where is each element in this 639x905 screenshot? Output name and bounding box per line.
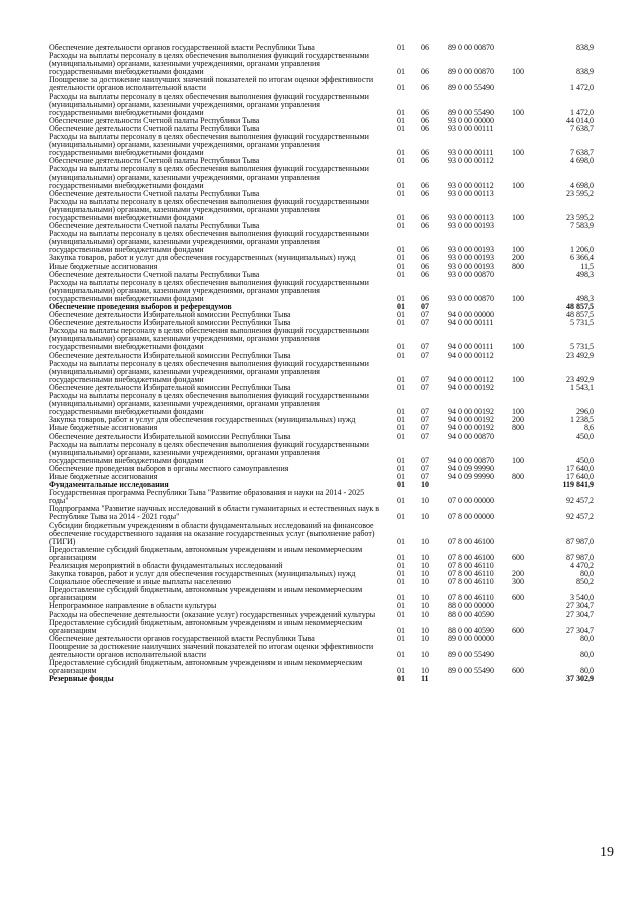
subsection-code: 10: [421, 496, 429, 506]
target-article-code: 94 0 09 99990: [448, 463, 494, 473]
expense-type-code: 100: [512, 455, 524, 465]
amount-value: 1 543,1: [570, 382, 594, 392]
amount-value: 23 595,2: [566, 212, 594, 222]
table-row: [49, 165, 594, 189]
section-code: 01: [397, 666, 405, 676]
amount-value: 7 583,9: [570, 221, 594, 231]
target-article-code: 94 0 00 00192: [448, 415, 494, 425]
row-description: Предоставление субсидий бюджетным, автономным учреждениям и иным некоммерческим организациям: [49, 544, 363, 562]
row-description: Обеспечение деятельности Счетной палаты Республики Тыва: [49, 123, 260, 133]
table-row: [49, 643, 594, 659]
row-description: Поощрение за достижение наилучших значений показателей по итогам оценки эффективности деятельности органов исполнительной власти: [49, 641, 374, 660]
row-description: Расходы на выплаты персоналу в целях обеспечения выполнения функций государственными (муниципальными) органами, казенными учреждениями, органами управления государственными внебюджетными фондами: [49, 164, 369, 190]
row-description: Социальное обеспечение и иные выплаты населению: [49, 577, 232, 587]
amount-value: 92 457,2: [566, 512, 594, 522]
row-description: Обеспечение проведения выборов в органы местного самоуправления: [49, 463, 289, 473]
row-description: Обеспечение деятельности Счетной палаты Республики Тыва: [49, 156, 260, 166]
target-article-code: 94 0 00 00112: [448, 350, 494, 360]
target-article-code: 89 0 00 00870: [448, 43, 494, 52]
row-description: Закупка товаров, работ и услуг для обеспечения государственных (муниципальных) нужд: [49, 569, 356, 579]
target-article-code: 89 0 00 00000: [448, 633, 494, 643]
subsection-code: 10: [421, 552, 429, 562]
target-article-code: 88 0 00 00000: [448, 601, 494, 611]
expense-type-code: 200: [512, 253, 524, 263]
section-code: 01: [397, 415, 405, 425]
subsection-code: 07: [421, 302, 429, 311]
section-code: 01: [397, 67, 405, 77]
row-description: Обеспечение деятельности Счетной палаты Республики Тыва: [49, 221, 260, 231]
subsection-code: 06: [421, 180, 429, 190]
amount-value: 296,0: [576, 407, 594, 417]
table-row: [49, 133, 594, 157]
table-row: [49, 93, 594, 117]
target-article-code: 88 0 00 40590: [448, 625, 494, 635]
target-article-code: 88 0 00 40590: [448, 609, 494, 619]
target-article-code: 93 0 00 00193: [448, 245, 494, 255]
row-description: Иные бюджетные ассигнования: [49, 471, 158, 481]
target-article-code: 94 0 09 99990: [448, 471, 494, 481]
table-row: [49, 546, 594, 562]
amount-value: 838,9: [576, 67, 594, 77]
section-code: 01: [397, 423, 405, 433]
subsection-code: 06: [421, 123, 429, 133]
amount-value: 87 987,0: [566, 536, 594, 546]
row-description: Расходы на выплаты персоналу в целях обеспечения выполнения функций государственными (муниципальными) органами, казенными учреждениями, органами управления государственными внебюджетными фондами: [49, 326, 369, 352]
target-article-code: 93 0 00 00000: [448, 115, 494, 125]
row-description: Обеспечение деятельности Избирательной комиссии Республики Тыва: [49, 382, 291, 392]
row-description: Расходы на выплаты персоналу в целях обеспечения выполнения функций государственными (муниципальными) органами, казенными учреждениями, органами управления государственными внебюджетными фондами: [49, 277, 369, 303]
row-description: Обеспечение деятельности Избирательной комиссии Республики Тыва: [49, 350, 291, 360]
subsection-code: 10: [421, 577, 429, 587]
amount-value: 3 540,0: [570, 593, 594, 603]
row-description: Обеспечение деятельности органов государственной власти Республики Тыва: [49, 633, 315, 643]
row-description: Расходы на выплаты персоналу в целях обеспечения выполнения функций государственными (муниципальными) органами, казенными учреждениями, органами управления государственными внебюджетными фондами: [49, 439, 369, 465]
row-description: Иные бюджетные ассигнования: [49, 261, 158, 271]
row-description: Предоставление субсидий бюджетным, автономным учреждениям и иным некоммерческим организациям: [49, 585, 363, 603]
section-code: 01: [397, 577, 405, 587]
row-description: Обеспечение деятельности Избирательной комиссии Республики Тыва: [49, 431, 291, 441]
budget-table: [49, 44, 594, 683]
amount-value: 92 457,2: [566, 496, 594, 506]
section-code: 01: [397, 212, 405, 222]
table-row: [49, 392, 594, 416]
target-article-code: 94 0 00 00111: [448, 342, 494, 352]
row-description: Предоставление субсидий бюджетным, автономным учреждениям и иным некоммерческим организациям: [49, 617, 363, 635]
row-description: Расходы на обеспечение деятельности (оказание услуг) государственных учреждений культуры: [49, 609, 376, 619]
target-article-code: 07 8 00 46110: [448, 569, 494, 579]
table-row: [49, 675, 594, 683]
amount-value: 850,2: [576, 577, 594, 587]
expense-type-code: 100: [512, 180, 524, 190]
amount-value: 37 302,9: [566, 674, 594, 684]
row-description: Расходы на выплаты персоналу в целях обеспечения выполнения функций государственными (муниципальными) органами, казенными учреждениями, органами управления государственными внебюджетными фондами: [49, 91, 369, 117]
amount-value: 838,9: [576, 43, 594, 52]
section-code: 01: [397, 310, 405, 320]
row-description: Поощрение за достижение наилучших значений показателей по итогам оценки эффективности деятельности органов исполнительной власти: [49, 75, 374, 93]
section-code: 01: [397, 83, 405, 93]
row-description: Обеспечение проведения выборов и референдумов: [49, 302, 232, 311]
target-article-code: 93 0 00 00113: [448, 188, 494, 198]
target-article-code: 94 0 00 00192: [448, 423, 494, 433]
amount-value: 27 304,7: [566, 609, 594, 619]
subsection-code: 06: [421, 269, 429, 279]
subsection-code: 07: [421, 431, 429, 441]
section-code: 01: [397, 382, 405, 392]
section-code: 01: [397, 221, 405, 231]
subsection-code: 10: [421, 633, 429, 643]
table-row: [49, 441, 594, 465]
row-description: Субсидии бюджетным учреждениям в области фундаментальных исследований на финансовое обеспечение государственного задания на оказание государственных услуг (выполнение работ) (ТИГИ): [49, 520, 375, 546]
section-code: 01: [397, 180, 405, 190]
section-code: 01: [397, 496, 405, 506]
amount-value: 5 731,5: [570, 318, 594, 328]
target-article-code: 94 0 00 00192: [448, 407, 494, 417]
section-code: 01: [397, 318, 405, 328]
section-code: 01: [397, 463, 405, 473]
target-article-code: 94 0 00 00112: [448, 374, 494, 384]
subsection-code: 06: [421, 67, 429, 77]
section-code: 01: [397, 350, 405, 360]
row-description: Закупка товаров, работ и услуг для обеспечения государственных (муниципальных) нужд: [49, 253, 356, 263]
target-article-code: 93 0 00 00193: [448, 253, 494, 263]
amount-value: 498,3: [576, 269, 594, 279]
table-row: [49, 586, 594, 602]
target-article-code: 93 0 00 00870: [448, 269, 494, 279]
expense-type-code: 800: [512, 423, 524, 433]
section-code: 01: [397, 269, 405, 279]
subsection-code: 07: [421, 407, 429, 417]
subsection-code: 06: [421, 261, 429, 271]
amount-value: 498,3: [576, 293, 594, 303]
target-article-code: 93 0 00 00112: [448, 180, 494, 190]
amount-value: 4 698,0: [570, 180, 594, 190]
row-description: Расходы на выплаты персоналу в целях обеспечения выполнения функций государственными (муниципальными) органами, казенными учреждениями, органами управления государственными внебюджетными фондами: [49, 51, 369, 77]
subsection-code: 10: [421, 480, 429, 490]
row-description: Расходы на выплаты персоналу в целях обеспечения выполнения функций государственными (муниципальными) органами, казенными учреждениями, органами управления государственными внебюджетными фондами: [49, 391, 369, 417]
target-article-code: 07 8 00 46110: [448, 577, 494, 587]
section-code: 01: [397, 431, 405, 441]
subsection-code: 10: [421, 569, 429, 579]
amount-value: 27 304,7: [566, 625, 594, 635]
row-description: Обеспечение деятельности органов государственной власти Республики Тыва: [49, 43, 315, 52]
subsection-code: 06: [421, 245, 429, 255]
subsection-code: 10: [421, 536, 429, 546]
row-description: Обеспечение деятельности Счетной палаты Республики Тыва: [49, 188, 260, 198]
amount-value: 17 640,0: [566, 463, 594, 473]
section-code: 01: [397, 188, 405, 198]
expense-type-code: 100: [512, 374, 524, 384]
row-description: Реализация мероприятий в области фундаментальных исследований: [49, 561, 283, 570]
section-code: 01: [397, 123, 405, 133]
amount-value: 23 492,9: [566, 374, 594, 384]
section-code: 01: [397, 261, 405, 271]
amount-value: 80,0: [580, 569, 594, 579]
expense-type-code: 200: [512, 569, 524, 579]
section-code: 01: [397, 293, 405, 303]
subsection-code: 10: [421, 601, 429, 611]
subsection-code: 10: [421, 666, 429, 676]
amount-value: 87 987,0: [566, 552, 594, 562]
expense-type-code: 600: [512, 552, 524, 562]
table-row: [49, 505, 594, 521]
section-code: 01: [397, 471, 405, 481]
amount-value: 17 640,0: [566, 471, 594, 481]
section-code: 01: [397, 115, 405, 125]
target-article-code: 93 0 00 00870: [448, 293, 494, 303]
subsection-code: 07: [421, 318, 429, 328]
target-article-code: 89 0 00 55490: [448, 666, 494, 676]
target-article-code: 94 0 00 00870: [448, 431, 494, 441]
subsection-code: 07: [421, 310, 429, 320]
row-description: Государственная программа Республики Тыва "Развитие образования и науки на 2014 - 2025 годы": [49, 488, 365, 506]
target-article-code: 94 0 00 00000: [448, 310, 494, 320]
subsection-code: 06: [421, 221, 429, 231]
section-code: 01: [397, 601, 405, 611]
amount-value: 450,0: [576, 431, 594, 441]
expense-type-code: 200: [512, 415, 524, 425]
target-article-code: 94 0 00 00111: [448, 318, 494, 328]
target-article-code: 07 8 00 46110: [448, 561, 494, 570]
row-description: Подпрограмма "Развитие научных исследований в области гуманитарных и естественных наук в Республике Тыва на 2014 - 2021 годы": [49, 504, 380, 522]
subsection-code: 10: [421, 512, 429, 522]
section-code: 01: [397, 480, 405, 490]
expense-type-code: 100: [512, 293, 524, 303]
row-description: Иные бюджетные ассигнования: [49, 423, 158, 433]
expense-type-code: 800: [512, 471, 524, 481]
table-row: [49, 327, 594, 351]
amount-value: 4 698,0: [570, 156, 594, 166]
amount-value: 4 470,2: [570, 561, 594, 570]
amount-value: 1 238,5: [570, 415, 594, 425]
subsection-code: 07: [421, 463, 429, 473]
target-article-code: 93 0 00 00111: [448, 148, 494, 158]
expense-type-code: 100: [512, 107, 524, 117]
target-article-code: 89 0 00 55490: [448, 83, 494, 93]
amount-value: 450,0: [576, 455, 594, 465]
table-row: [49, 198, 594, 222]
row-description: Резервные фонды: [49, 674, 114, 684]
target-article-code: 93 0 00 00193: [448, 261, 494, 271]
subsection-code: 06: [421, 115, 429, 125]
subsection-code: 06: [421, 43, 429, 52]
section-code: 01: [397, 674, 405, 684]
amount-value: 1 472,0: [570, 83, 594, 93]
subsection-code: 06: [421, 83, 429, 93]
subsection-code: 06: [421, 293, 429, 303]
target-article-code: 07 8 00 46110: [448, 593, 494, 603]
row-description: Закупка товаров, работ и услуг для обеспечения государственных (муниципальных) нужд: [49, 415, 356, 425]
amount-value: 7 638,7: [570, 148, 594, 158]
subsection-code: 06: [421, 188, 429, 198]
row-description: Обеспечение деятельности Счетной палаты Республики Тыва: [49, 115, 260, 125]
row-description: Расходы на выплаты персоналу в целях обеспечения выполнения функций государственными (муниципальными) органами, казенными учреждениями, органами управления государственными внебюджетными фондами: [49, 196, 369, 222]
subsection-code: 06: [421, 107, 429, 117]
subsection-code: 07: [421, 350, 429, 360]
expense-type-code: 800: [512, 261, 524, 271]
subsection-code: 07: [421, 455, 429, 465]
amount-value: 80,0: [580, 666, 594, 676]
row-description: Расходы на выплаты персоналу в целях обеспечения выполнения функций государственными (муниципальными) органами, казенными учреждениями, органами управления государственными внебюджетными фондами: [49, 132, 369, 158]
section-code: 01: [397, 593, 405, 603]
table-row: [49, 522, 594, 546]
expense-type-code: 100: [512, 148, 524, 158]
section-code: 01: [397, 156, 405, 166]
table-row: [49, 489, 594, 505]
row-description: Расходы на выплаты персоналу в целях обеспечения выполнения функций государственными (муниципальными) органами, казенными учреждениями, органами управления государственными внебюджетными фондами: [49, 358, 369, 384]
subsection-code: 06: [421, 253, 429, 263]
expense-type-code: 100: [512, 407, 524, 417]
section-code: 01: [397, 107, 405, 117]
target-article-code: 07 8 00 46100: [448, 552, 494, 562]
target-article-code: 07 8 00 00000: [448, 512, 494, 522]
section-code: 01: [397, 552, 405, 562]
expense-type-code: 600: [512, 625, 524, 635]
subsection-code: 10: [421, 593, 429, 603]
amount-value: 48 857,5: [566, 310, 594, 320]
section-code: 01: [397, 650, 405, 660]
amount-value: 1 472,0: [570, 107, 594, 117]
subsection-code: 07: [421, 415, 429, 425]
target-article-code: 93 0 00 00113: [448, 212, 494, 222]
amount-value: 44 014,0: [566, 115, 594, 125]
subsection-code: 06: [421, 156, 429, 166]
amount-value: 119 841,9: [562, 480, 594, 490]
target-article-code: 89 0 00 55490: [448, 107, 494, 117]
expense-type-code: 100: [512, 212, 524, 222]
row-description: Фундаментальные исследования: [49, 480, 169, 490]
subsection-code: 07: [421, 382, 429, 392]
table-row: [49, 52, 594, 76]
amount-value: 23 595,2: [566, 188, 594, 198]
subsection-code: 10: [421, 650, 429, 660]
row-description: Предоставление субсидий бюджетным, автономным учреждениям и иным некоммерческим организациям: [49, 658, 363, 676]
subsection-code: 07: [421, 374, 429, 384]
section-code: 01: [397, 374, 405, 384]
section-code: 01: [397, 43, 405, 52]
table-row: [49, 279, 594, 303]
row-description: Расходы на выплаты персоналу в целях обеспечения выполнения функций государственными (муниципальными) органами, казенными учреждениями, органами управления государственными внебюджетными фондами: [49, 229, 369, 255]
section-code: 01: [397, 569, 405, 579]
expense-type-code: 100: [512, 245, 524, 255]
section-code: 01: [397, 536, 405, 546]
target-article-code: 89 0 00 00870: [448, 67, 494, 77]
amount-value: 80,0: [580, 650, 594, 660]
subsection-code: 07: [421, 423, 429, 433]
section-code: 01: [397, 561, 405, 570]
amount-value: 8,6: [584, 423, 594, 433]
target-article-code: 07 8 00 46100: [448, 536, 494, 546]
target-article-code: 93 0 00 00193: [448, 221, 494, 231]
row-description: Обеспечение деятельности Избирательной комиссии Республики Тыва: [49, 310, 291, 320]
section-code: 01: [397, 455, 405, 465]
subsection-code: 07: [421, 471, 429, 481]
amount-value: 23 492,9: [566, 350, 594, 360]
section-code: 01: [397, 148, 405, 158]
page-number: 19: [600, 845, 614, 860]
amount-value: 11,5: [580, 261, 594, 271]
section-code: 01: [397, 407, 405, 417]
table-row: [49, 619, 594, 635]
amount-value: 1 206,0: [570, 245, 594, 255]
target-article-code: 93 0 00 00112: [448, 156, 494, 166]
table-row: [49, 76, 594, 92]
table-row: [49, 230, 594, 254]
subsection-code: 06: [421, 148, 429, 158]
section-code: 01: [397, 245, 405, 255]
amount-value: 80,0: [580, 633, 594, 643]
subsection-code: 10: [421, 625, 429, 635]
section-code: 01: [397, 609, 405, 619]
section-code: 01: [397, 302, 405, 311]
subsection-code: 10: [421, 561, 429, 570]
section-code: 01: [397, 342, 405, 352]
amount-value: 6 366,4: [570, 253, 594, 263]
section-code: 01: [397, 633, 405, 643]
row-description: Обеспечение деятельности Избирательной комиссии Республики Тыва: [49, 318, 291, 328]
target-article-code: 89 0 00 55490: [448, 650, 494, 660]
expense-type-code: 100: [512, 67, 524, 77]
subsection-code: 10: [421, 609, 429, 619]
section-code: 01: [397, 253, 405, 263]
section-code: 01: [397, 625, 405, 635]
target-article-code: 94 0 00 00192: [448, 382, 494, 392]
subsection-code: 06: [421, 212, 429, 222]
expense-type-code: 600: [512, 593, 524, 603]
target-article-code: 93 0 00 00111: [448, 123, 494, 133]
subsection-code: 11: [421, 674, 429, 684]
expense-type-code: 600: [512, 666, 524, 676]
amount-value: 27 304,7: [566, 601, 594, 611]
section-code: 01: [397, 512, 405, 522]
subsection-code: 07: [421, 342, 429, 352]
amount-value: 5 731,5: [570, 342, 594, 352]
amount-value: 7 638,7: [570, 123, 594, 133]
row-description: Непрограммное направление в области культуры: [49, 601, 217, 611]
row-description: Обеспечение деятельности Счетной палаты Республики Тыва: [49, 269, 260, 279]
target-article-code: 94 0 00 00870: [448, 455, 494, 465]
amount-value: 48 857,5: [566, 302, 594, 311]
expense-type-code: 300: [512, 577, 524, 587]
table-row: [49, 360, 594, 384]
table-row: [49, 659, 594, 675]
target-article-code: 07 0 00 00000: [448, 496, 494, 506]
expense-type-code: 100: [512, 342, 524, 352]
